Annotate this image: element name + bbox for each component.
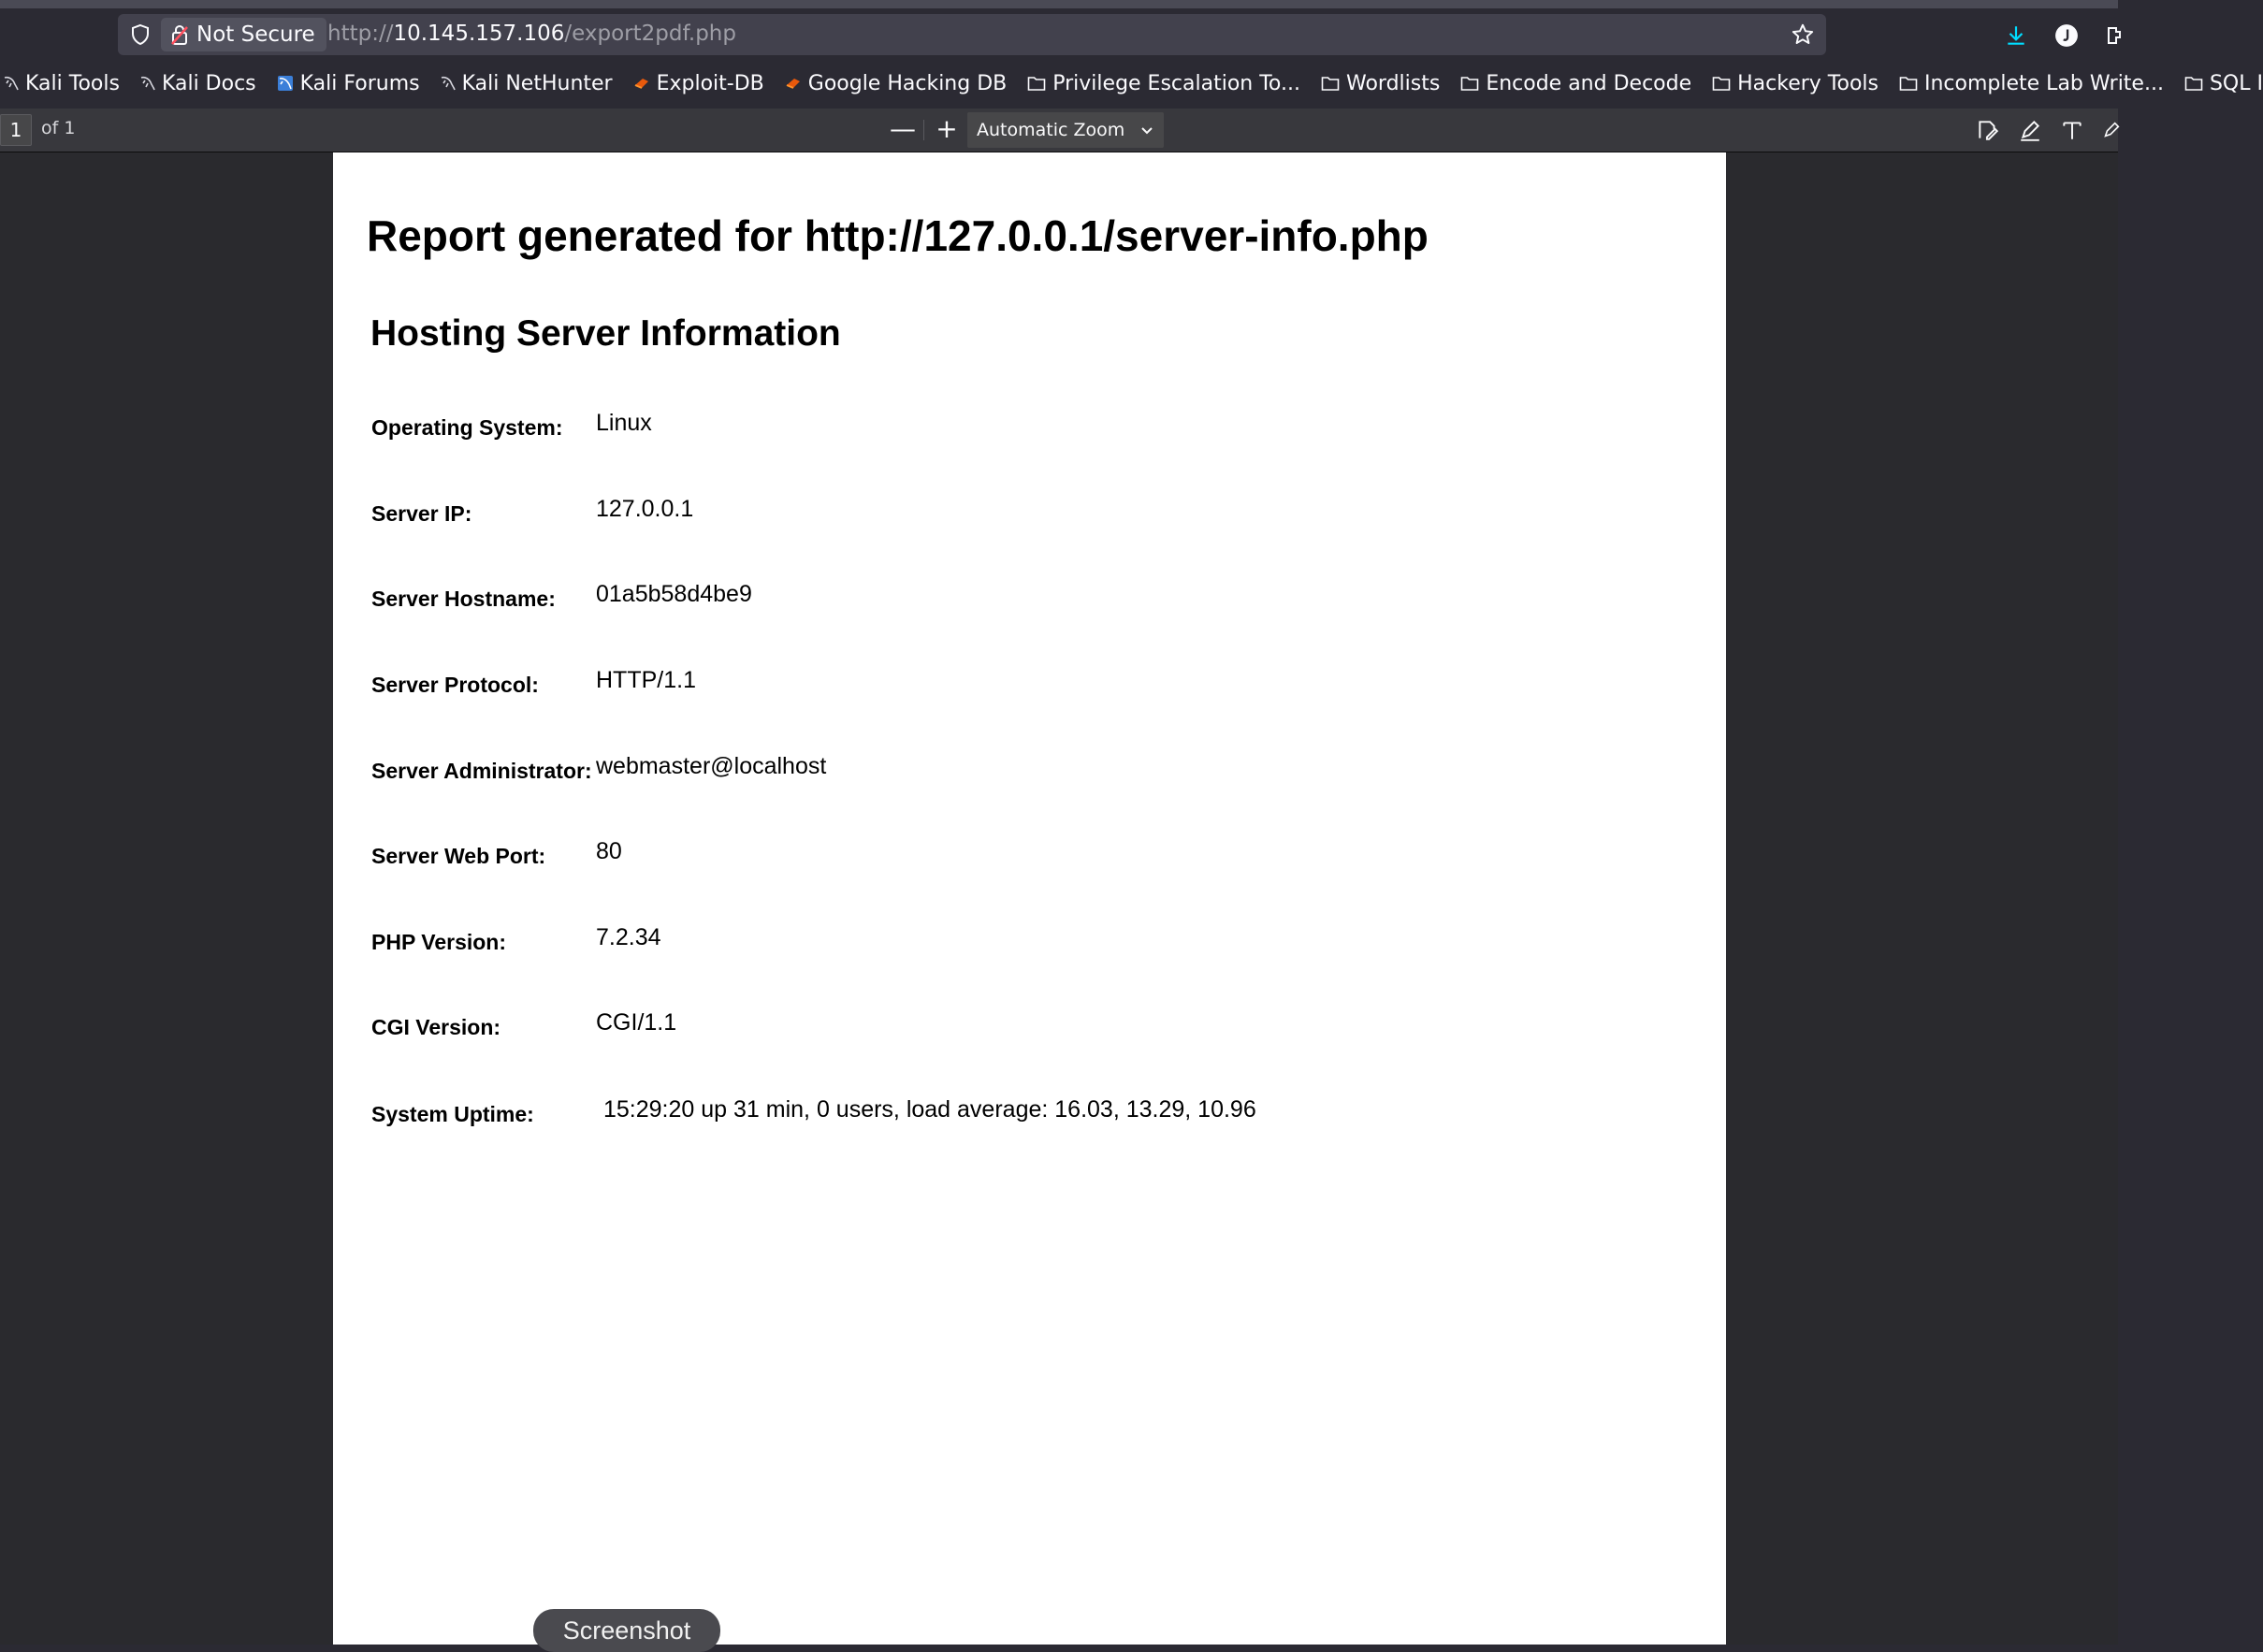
url-bar[interactable]: [118, 14, 1826, 55]
info-label: CGI Version:: [371, 1015, 501, 1039]
navigation-bar: [0, 8, 2118, 58]
bookmark-label: Kali Forums: [299, 71, 420, 95]
bookmark-item[interactable]: [1899, 72, 2164, 95]
kali-dragon-icon: [4, 75, 25, 92]
folder-icon: [1027, 75, 1052, 92]
report-title: Report generated for http://127.0.0.1/server-info.php: [367, 211, 1429, 260]
info-label: Server Protocol:: [371, 673, 539, 697]
url-host: 10.145.157.106: [393, 22, 565, 46]
bookmark-item[interactable]: [1712, 72, 1879, 95]
info-label: System Uptime:: [371, 1102, 534, 1126]
screenshot-badge[interactable]: Screenshot: [533, 1609, 720, 1652]
info-value: 01a5b58d4be9: [596, 581, 752, 607]
bookmark-star-icon[interactable]: [1791, 22, 1815, 47]
bookmark-item[interactable]: [1027, 72, 1300, 95]
bookmark-item[interactable]: [2184, 72, 2263, 95]
kali-dragon-icon: [441, 75, 462, 92]
bookmark-label: Privilege Escalation To...: [1052, 71, 1300, 95]
bookmark-item[interactable]: [140, 72, 256, 95]
bookmark-label: Exploit-DB: [656, 71, 764, 95]
edit-tool-icon[interactable]: [2101, 118, 2122, 142]
page-count-label: of 1: [41, 118, 76, 138]
page-number-input[interactable]: 1: [0, 114, 32, 146]
info-value: 80: [596, 838, 622, 864]
kali-forums-icon: [277, 75, 300, 92]
bookmark-item[interactable]: [277, 72, 420, 95]
tracking-protection-shield-icon[interactable]: [129, 23, 152, 46]
info-value: 127.0.0.1: [596, 496, 694, 522]
info-value: webmaster@localhost: [596, 753, 827, 779]
text-tool-icon[interactable]: [2060, 118, 2084, 142]
info-label: Server Administrator:: [371, 759, 592, 783]
bookmark-item[interactable]: [785, 72, 1007, 95]
insecure-lock-icon: [170, 23, 189, 46]
info-value: Linux: [596, 410, 652, 436]
chevron-down-icon: [1139, 123, 1154, 138]
bookmark-item[interactable]: [1460, 72, 1691, 95]
bookmarks-toolbar: [0, 58, 2263, 109]
exploit-db-icon: [633, 76, 657, 91]
bookmark-item[interactable]: [441, 72, 613, 95]
exploit-db-icon: [785, 76, 808, 91]
info-label: Operating System:: [371, 415, 563, 440]
pdf-viewer-container[interactable]: [0, 152, 2118, 1645]
draw-pen-icon[interactable]: [2018, 118, 2042, 142]
info-value: 15:29:20 up 31 min, 0 users, load average: 16.03, 13.29, 10.96: [603, 1096, 1256, 1123]
info-value: HTTP/1.1: [596, 667, 696, 693]
window-top-strip: [0, 0, 2118, 8]
extensions-icon[interactable]: [2105, 23, 2124, 48]
bookmark-item[interactable]: [1321, 72, 1440, 95]
bookmark-label: Kali Tools: [25, 71, 120, 95]
folder-icon: [1460, 75, 1486, 92]
info-value: 7.2.34: [596, 924, 661, 950]
zoom-select[interactable]: [967, 112, 1164, 148]
not-secure-label: Not Secure: [196, 22, 315, 47]
info-label: Server Hostname:: [371, 587, 556, 611]
pdf-page: [333, 152, 1726, 1645]
bookmark-label: Hackery Tools: [1737, 71, 1879, 95]
info-label: Server IP:: [371, 501, 472, 526]
info-value: CGI/1.1: [596, 1009, 677, 1036]
bookmark-label: Kali NetHunter: [461, 71, 613, 95]
not-secure-indicator[interactable]: [161, 18, 326, 51]
zoom-in-button[interactable]: +: [936, 113, 958, 144]
pdf-viewer-toolbar: [0, 109, 2118, 152]
bookmark-item[interactable]: [633, 72, 764, 95]
info-label: Server Web Port:: [371, 844, 546, 868]
folder-icon: [1712, 75, 1737, 92]
account-icon[interactable]: [2054, 23, 2079, 48]
downloads-icon[interactable]: [2004, 23, 2028, 48]
highlight-tool-icon[interactable]: [1976, 118, 2000, 142]
bookmark-label: Wordlists: [1345, 71, 1441, 95]
zoom-select-value: Automatic Zoom: [977, 120, 1125, 140]
url-path: /export2pdf.php: [564, 22, 736, 46]
bookmark-item[interactable]: [4, 72, 120, 95]
folder-icon: [2184, 75, 2210, 92]
bookmark-label: Incomplete Lab Write...: [1924, 71, 2164, 95]
url-prefix: http://: [327, 22, 394, 46]
folder-icon: [1321, 75, 1346, 92]
zoom-divider: [923, 120, 924, 140]
bookmark-label: Google Hacking DB: [807, 71, 1008, 95]
kali-dragon-icon: [140, 75, 162, 92]
url-text[interactable]: [327, 22, 736, 46]
folder-icon: [1899, 75, 1924, 92]
bookmark-label: Kali Docs: [161, 71, 256, 95]
zoom-out-button[interactable]: —: [890, 113, 916, 144]
bookmark-label: Encode and Decode: [1486, 71, 1692, 95]
section-title: Hosting Server Information: [370, 313, 841, 354]
info-label: PHP Version:: [371, 930, 507, 954]
bookmark-label: SQL I: [2209, 71, 2263, 95]
